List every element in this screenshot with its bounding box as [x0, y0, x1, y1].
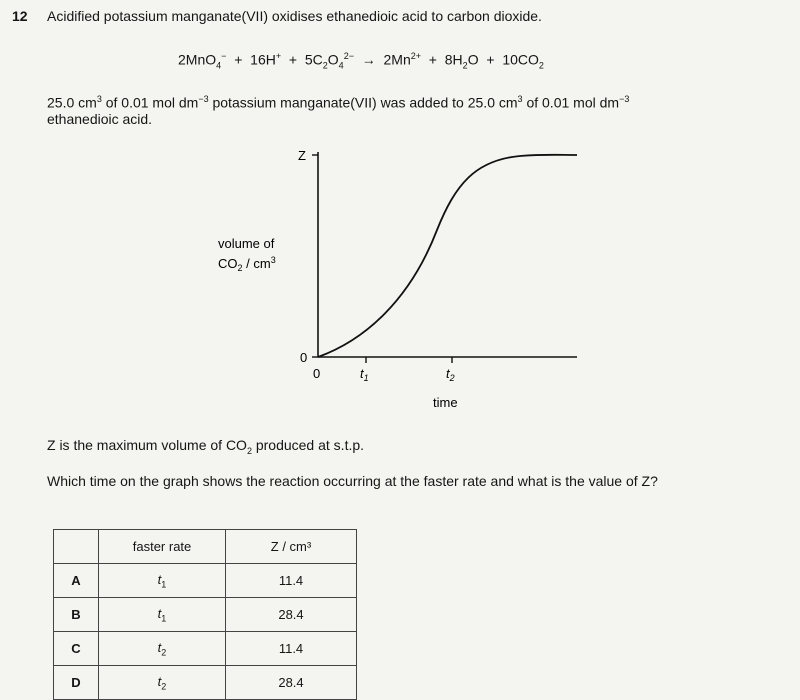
t1-tick-label: $t_1$: [360, 366, 369, 383]
answer-table: [53, 529, 357, 700]
setup-text: 25.0 $cm^3$ of 0.01 mol $dm^{-3}$ potassium manganate(VII) was added to 25.0 $cm^3$ of 0.01 mol $dm^{-3}$ ethanedioic acid.: [47, 94, 630, 127]
table-row-d[interactable]: [54, 666, 357, 700]
option-letter[interactable]: C: [54, 632, 99, 666]
t2-tick-label: $t_2$: [446, 366, 455, 383]
faster-rate-cell: $t_2$: [99, 632, 226, 666]
z-value-cell: 11.4: [226, 564, 357, 598]
table-header: [54, 530, 99, 564]
table-header: faster rate: [99, 530, 226, 564]
y-axis-label-line2: $CO_2 / cm^3$: [218, 255, 276, 273]
y-axis-label-line1: volume of: [218, 236, 275, 251]
origin-x-label: 0: [313, 366, 321, 381]
option-letter[interactable]: B: [54, 598, 99, 632]
z-definition: Z is the maximum volume of $CO_2$ produced at s.t.p.: [47, 437, 365, 456]
x-axis-label: time: [433, 395, 458, 410]
z-value-cell: 28.4: [226, 666, 357, 700]
zero-tick-label: 0: [300, 350, 308, 365]
question-number: 12: [12, 8, 28, 24]
option-letter[interactable]: A: [54, 564, 99, 598]
table-row-c[interactable]: [54, 632, 357, 666]
option-letter[interactable]: D: [54, 666, 99, 700]
z-value-cell: 28.4: [226, 598, 357, 632]
volume-curve: [318, 155, 577, 357]
question-prompt: Which time on the graph shows the reaction occurring at the faster rate and what is the value of Z?: [47, 473, 658, 489]
table-header-row: [54, 530, 357, 564]
table-row-a[interactable]: [54, 564, 357, 598]
table-header: Z / cm³: [226, 530, 357, 564]
z-tick-label: Z: [298, 148, 306, 163]
z-value-cell: 11.4: [226, 632, 357, 666]
faster-rate-cell: $t_1$: [99, 598, 226, 632]
table-row-b[interactable]: [54, 598, 357, 632]
question-intro: Acidified potassium manganate(VII) oxidises ethanedioic acid to carbon dioxide.: [47, 8, 542, 24]
chemical-equation: $2MnO_4^- + 16H^+ + 5C_2O_4^{2-} \to 2Mn^{2+} + 8H_2O + 10CO_2$: [178, 51, 544, 71]
faster-rate-cell: $t_2$: [99, 666, 226, 700]
faster-rate-cell: $t_1$: [99, 564, 226, 598]
